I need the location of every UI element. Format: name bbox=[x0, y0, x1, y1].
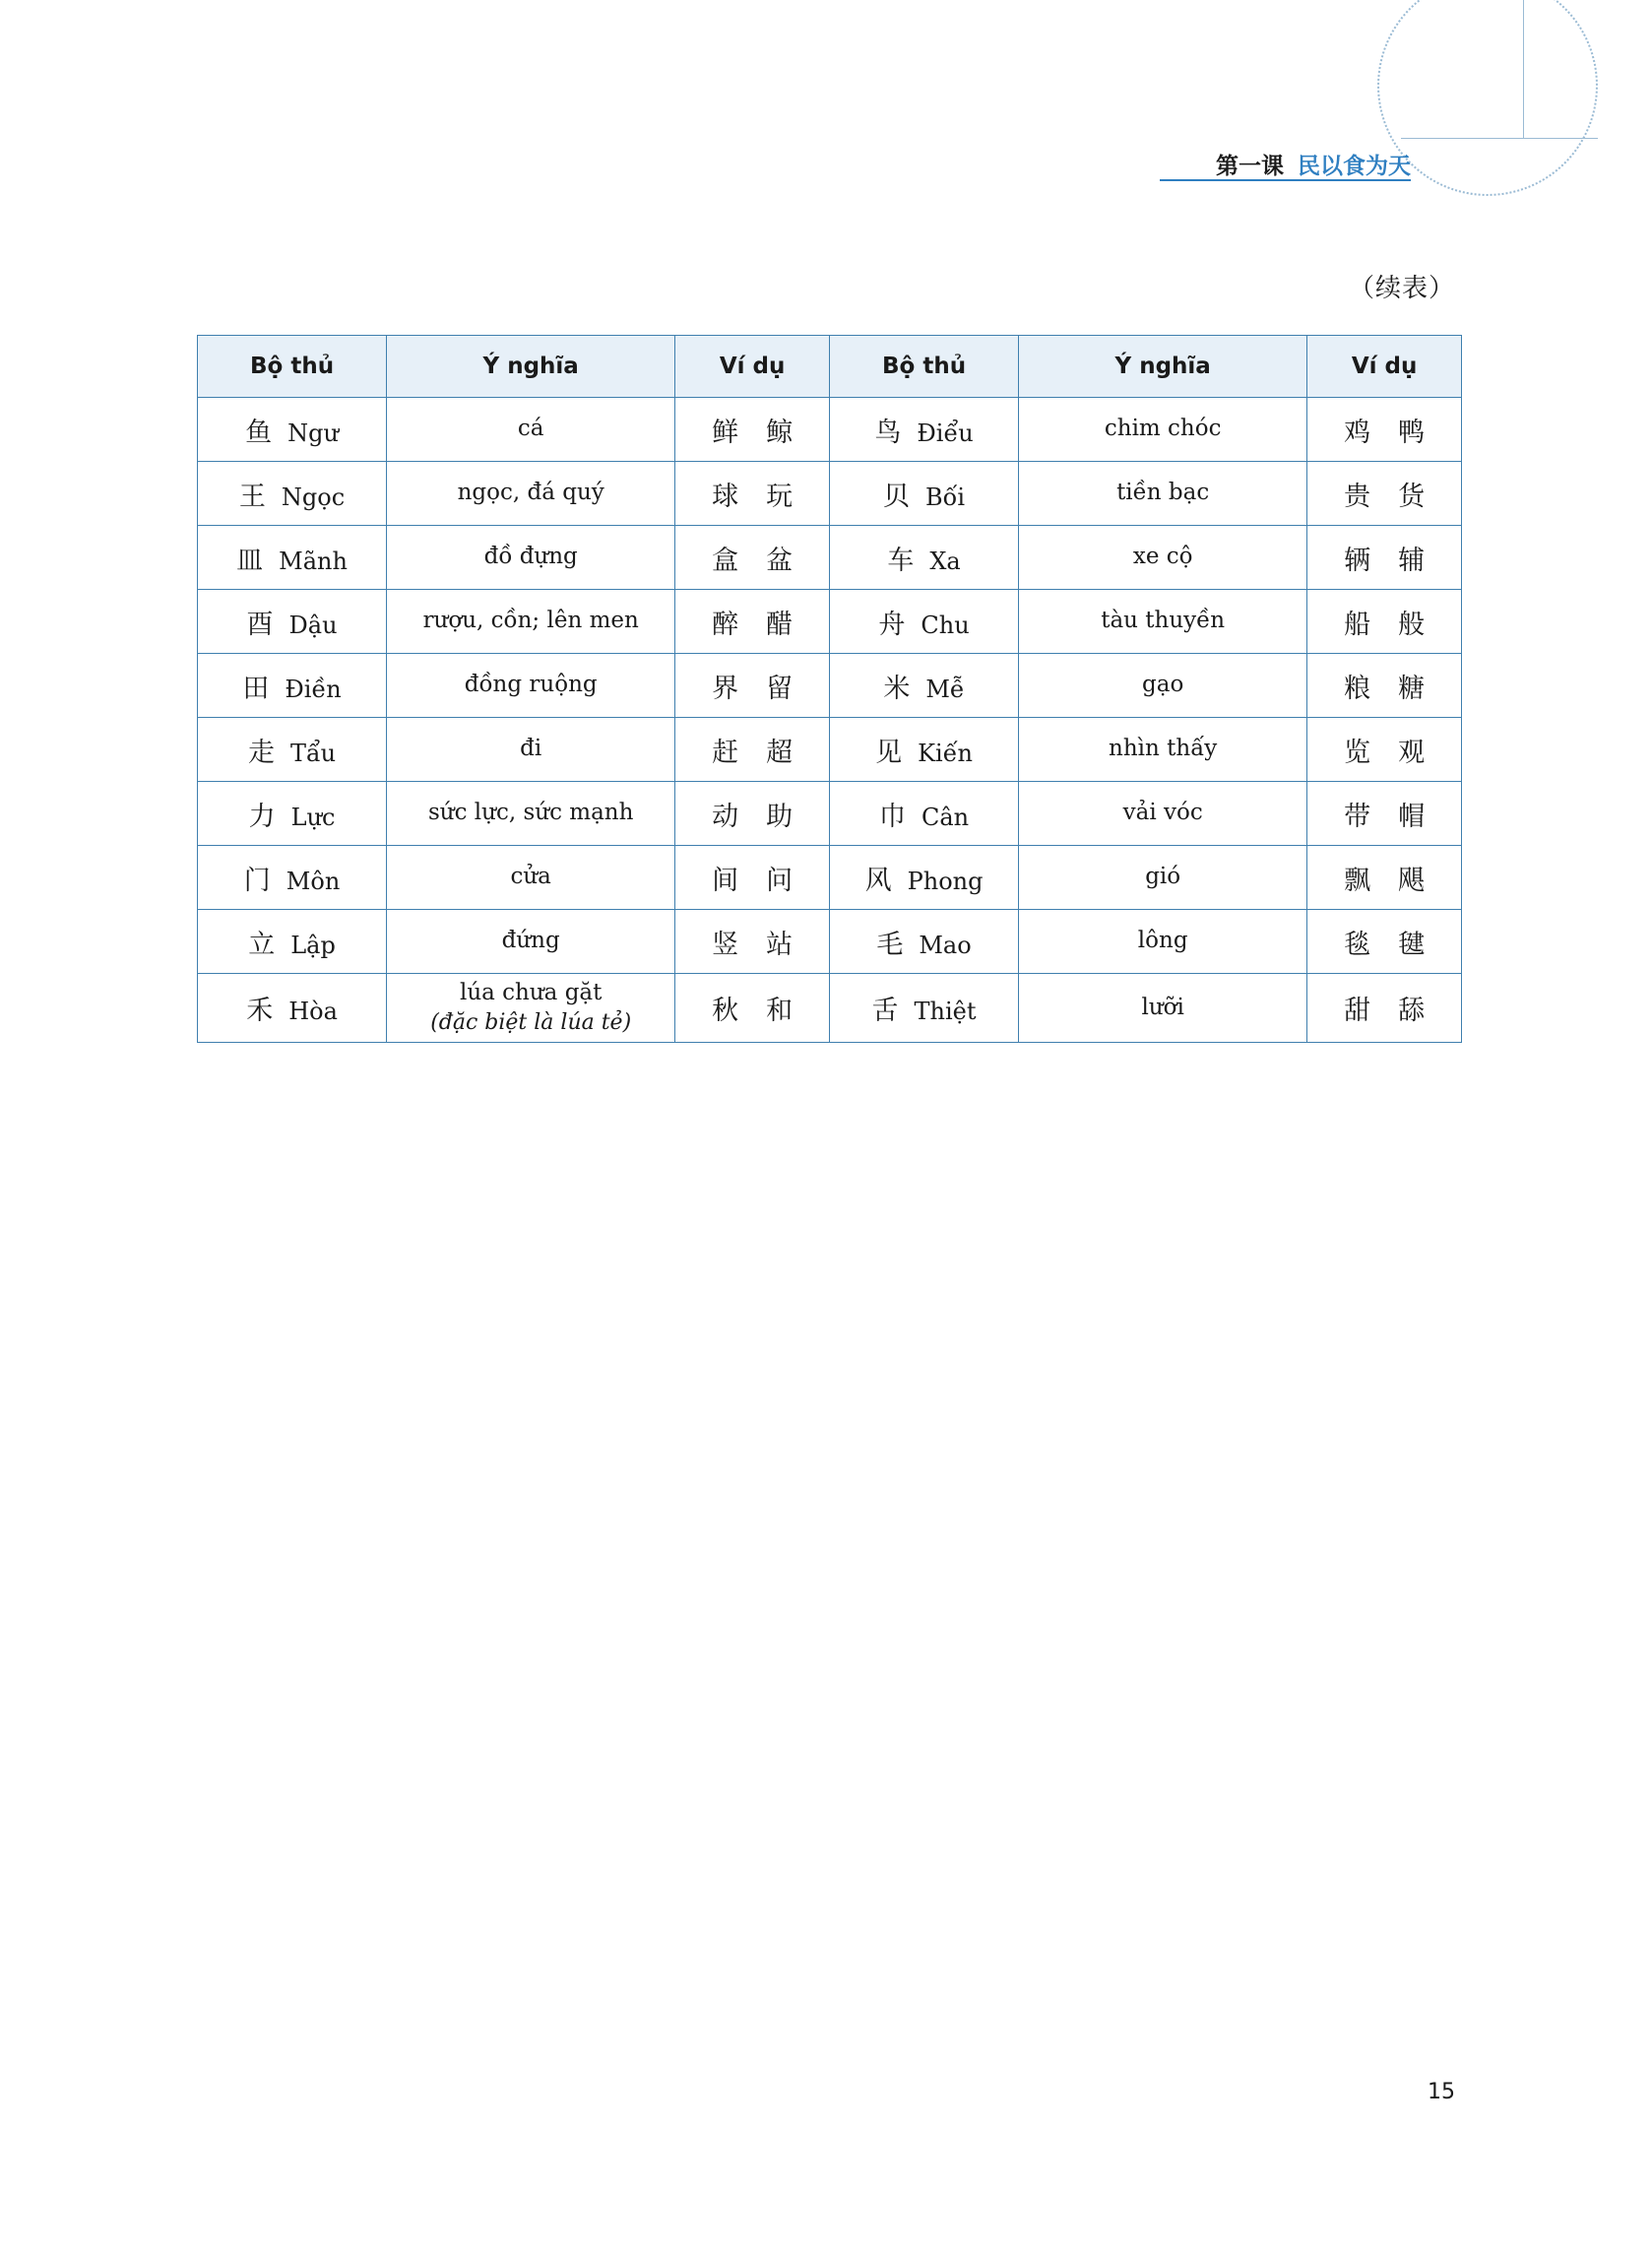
radical-cell bbox=[198, 590, 387, 654]
lesson-number: 第一课 bbox=[1216, 154, 1284, 179]
example-cell bbox=[675, 910, 830, 974]
table-row bbox=[198, 910, 1462, 974]
meaning-text: đứng bbox=[501, 928, 560, 954]
table-row bbox=[198, 398, 1462, 462]
example-character-1: 界 bbox=[712, 673, 739, 704]
meaning-cell bbox=[387, 398, 675, 462]
example-character-1: 贵 bbox=[1344, 481, 1371, 512]
example-character-2: 超 bbox=[766, 737, 794, 768]
table-row bbox=[198, 846, 1462, 910]
radicals-table-container bbox=[197, 335, 1462, 1043]
example-cell bbox=[675, 398, 830, 462]
example-character-2: 鸭 bbox=[1398, 417, 1426, 448]
radical-name: Mãnh bbox=[279, 547, 348, 575]
table-row bbox=[198, 526, 1462, 590]
example-character-1: 带 bbox=[1344, 801, 1371, 832]
radical-character: 米 bbox=[883, 673, 911, 704]
example-character-1: 竖 bbox=[712, 929, 739, 960]
example-cell bbox=[1307, 590, 1462, 654]
meaning-cell bbox=[387, 526, 675, 590]
radical-cell bbox=[829, 974, 1018, 1043]
example-character-2: 糖 bbox=[1398, 673, 1426, 704]
radical-name: Tẩu bbox=[289, 739, 337, 767]
example-character-1: 盒 bbox=[712, 545, 739, 576]
example-character-1: 甜 bbox=[1344, 995, 1371, 1026]
meaning-text: lưỡi bbox=[1141, 994, 1184, 1020]
meaning-note: (đặc biệt là lúa tẻ) bbox=[430, 1010, 632, 1036]
meaning-cell bbox=[387, 462, 675, 526]
example-cell bbox=[1307, 846, 1462, 910]
example-character-2: 站 bbox=[766, 929, 794, 960]
radical-name: Hòa bbox=[288, 997, 338, 1025]
meaning-text: tiền bạc bbox=[1116, 480, 1210, 506]
meaning-text: cá bbox=[517, 416, 544, 442]
example-character-1: 间 bbox=[712, 865, 739, 896]
meaning-text: vải vóc bbox=[1122, 800, 1203, 826]
meaning-text: đi bbox=[520, 736, 542, 762]
example-character-1: 鸡 bbox=[1344, 417, 1371, 448]
table-row bbox=[198, 590, 1462, 654]
meaning-text: đồng ruộng bbox=[464, 672, 598, 698]
meaning-cell bbox=[387, 910, 675, 974]
radical-name: Kiến bbox=[918, 739, 973, 767]
example-character-1: 辆 bbox=[1344, 545, 1371, 576]
meaning-cell bbox=[387, 846, 675, 910]
example-character-2: 鲸 bbox=[766, 417, 794, 448]
meaning-text: gió bbox=[1145, 864, 1181, 890]
example-character-1: 动 bbox=[712, 801, 739, 832]
radical-cell bbox=[829, 462, 1018, 526]
column-header-example-right: Ví dụ bbox=[1307, 336, 1462, 398]
example-character-2: 留 bbox=[766, 673, 794, 704]
radical-name: Cân bbox=[921, 803, 970, 831]
radical-character: 皿 bbox=[236, 545, 264, 576]
example-character-1: 秋 bbox=[712, 995, 739, 1026]
example-cell bbox=[1307, 974, 1462, 1043]
example-cell bbox=[675, 846, 830, 910]
radical-cell bbox=[829, 782, 1018, 846]
header-decoration bbox=[1337, 0, 1652, 246]
running-header bbox=[1216, 148, 1411, 180]
example-character-2: 助 bbox=[766, 801, 794, 832]
meaning-cell bbox=[387, 718, 675, 782]
example-character-2: 辅 bbox=[1398, 545, 1426, 576]
meaning-text: gạo bbox=[1142, 672, 1184, 698]
radical-cell bbox=[198, 846, 387, 910]
column-header-meaning-left: Ý nghĩa bbox=[387, 336, 675, 398]
example-character-1: 船 bbox=[1344, 609, 1371, 640]
example-character-1: 览 bbox=[1344, 737, 1371, 768]
radical-character: 鱼 bbox=[245, 417, 273, 448]
example-cell bbox=[1307, 654, 1462, 718]
lesson-title: 民以食为天 bbox=[1298, 154, 1411, 179]
radical-cell bbox=[829, 590, 1018, 654]
example-character-2: 醋 bbox=[766, 609, 794, 640]
example-cell bbox=[675, 590, 830, 654]
radical-character: 巾 bbox=[878, 801, 906, 832]
radical-character: 田 bbox=[242, 673, 270, 704]
example-cell bbox=[1307, 910, 1462, 974]
example-cell bbox=[1307, 782, 1462, 846]
radical-cell bbox=[829, 654, 1018, 718]
meaning-cell bbox=[387, 590, 675, 654]
radical-cell bbox=[198, 398, 387, 462]
column-header-radical-left: Bộ thủ bbox=[198, 336, 387, 398]
radical-cell bbox=[829, 718, 1018, 782]
example-cell bbox=[675, 974, 830, 1043]
meaning-cell bbox=[1019, 654, 1307, 718]
meaning-cell bbox=[1019, 398, 1307, 462]
meaning-text: tàu thuyền bbox=[1101, 608, 1226, 634]
radical-name: Thiệt bbox=[914, 997, 977, 1025]
radical-name: Dậu bbox=[288, 611, 338, 639]
meaning-cell bbox=[387, 782, 675, 846]
meaning-cell bbox=[387, 974, 675, 1043]
table-row bbox=[198, 654, 1462, 718]
radical-character: 禾 bbox=[246, 995, 274, 1026]
radical-name: Ngọc bbox=[281, 483, 346, 511]
radical-name: Xa bbox=[929, 547, 961, 575]
radical-name: Điểu bbox=[917, 419, 974, 447]
example-character-2: 般 bbox=[1398, 609, 1426, 640]
radical-character: 力 bbox=[248, 801, 276, 832]
radical-character: 舟 bbox=[878, 609, 906, 640]
meaning-cell bbox=[1019, 846, 1307, 910]
example-character-1: 粮 bbox=[1344, 673, 1371, 704]
example-character-2: 观 bbox=[1398, 737, 1426, 768]
meaning-cell bbox=[1019, 590, 1307, 654]
radical-name: Lực bbox=[290, 803, 336, 831]
page-number: 15 bbox=[1428, 2080, 1455, 2104]
radical-name: Lập bbox=[290, 931, 336, 959]
radical-character: 鸟 bbox=[874, 417, 902, 448]
radical-name: Điền bbox=[285, 675, 342, 703]
radical-cell bbox=[198, 974, 387, 1043]
example-character-1: 醉 bbox=[712, 609, 739, 640]
example-character-2: 玩 bbox=[766, 481, 794, 512]
column-header-radical-right: Bộ thủ bbox=[829, 336, 1018, 398]
example-cell bbox=[675, 718, 830, 782]
table-row bbox=[198, 718, 1462, 782]
continued-table-caption: （续表） bbox=[1348, 274, 1455, 303]
radical-cell bbox=[829, 398, 1018, 462]
radical-character: 见 bbox=[875, 737, 903, 768]
meaning-cell bbox=[1019, 910, 1307, 974]
decoration-vertical-line bbox=[1523, 0, 1524, 138]
example-character-1: 飘 bbox=[1344, 865, 1371, 896]
radical-character: 舌 bbox=[871, 995, 899, 1026]
radical-cell bbox=[198, 462, 387, 526]
example-character-1: 球 bbox=[712, 481, 739, 512]
radical-name: Mễ bbox=[925, 675, 965, 703]
radical-character: 门 bbox=[243, 865, 271, 896]
radical-character: 王 bbox=[238, 481, 266, 512]
radical-name: Chu bbox=[921, 611, 970, 639]
decoration-horizontal-line bbox=[1401, 138, 1598, 139]
meaning-text: xe cộ bbox=[1132, 544, 1193, 570]
meaning-text: cửa bbox=[510, 864, 551, 890]
example-cell bbox=[675, 654, 830, 718]
radical-cell bbox=[829, 910, 1018, 974]
radical-character: 车 bbox=[887, 545, 915, 576]
example-character-1: 鲜 bbox=[712, 417, 739, 448]
radical-character: 贝 bbox=[883, 481, 911, 512]
meaning-cell bbox=[387, 654, 675, 718]
meaning-text: đồ đựng bbox=[483, 544, 578, 570]
table-header-row bbox=[198, 336, 1462, 398]
example-character-1: 赶 bbox=[712, 737, 739, 768]
radical-character: 立 bbox=[248, 929, 276, 960]
column-header-meaning-right: Ý nghĩa bbox=[1019, 336, 1307, 398]
meaning-text: nhìn thấy bbox=[1109, 736, 1218, 762]
meaning-text: sức lực, sức mạnh bbox=[427, 800, 634, 826]
example-character-2: 舔 bbox=[1398, 995, 1426, 1026]
meaning-cell bbox=[1019, 974, 1307, 1043]
example-cell bbox=[1307, 398, 1462, 462]
example-cell bbox=[675, 462, 830, 526]
example-cell bbox=[1307, 526, 1462, 590]
meaning-text: chim chóc bbox=[1104, 416, 1222, 442]
example-character-2: 毽 bbox=[1398, 929, 1426, 960]
column-header-example-left: Ví dụ bbox=[675, 336, 830, 398]
radical-cell bbox=[198, 654, 387, 718]
radical-character: 风 bbox=[864, 865, 892, 896]
meaning-cell bbox=[1019, 782, 1307, 846]
radical-name: Môn bbox=[286, 867, 341, 895]
table-row bbox=[198, 782, 1462, 846]
example-character-2: 飓 bbox=[1398, 865, 1426, 896]
example-cell bbox=[675, 526, 830, 590]
example-character-2: 问 bbox=[766, 865, 794, 896]
radical-cell bbox=[198, 718, 387, 782]
radical-cell bbox=[829, 846, 1018, 910]
radical-cell bbox=[198, 910, 387, 974]
radical-name: Phong bbox=[907, 867, 984, 895]
example-cell bbox=[1307, 718, 1462, 782]
radical-cell bbox=[829, 526, 1018, 590]
radical-name: Mao bbox=[919, 931, 972, 959]
radical-character: 酉 bbox=[246, 609, 274, 640]
meaning-text: lông bbox=[1137, 928, 1188, 954]
radical-name: Bối bbox=[925, 483, 966, 511]
radical-character: 走 bbox=[247, 737, 275, 768]
table-row bbox=[198, 462, 1462, 526]
example-character-2: 盆 bbox=[766, 545, 794, 576]
radical-cell bbox=[198, 782, 387, 846]
meaning-text: ngọc, đá quý bbox=[457, 480, 604, 506]
example-character-2: 和 bbox=[766, 995, 794, 1026]
radical-name: Ngư bbox=[287, 419, 339, 447]
radical-character: 毛 bbox=[876, 929, 904, 960]
meaning-cell bbox=[1019, 462, 1307, 526]
meaning-text: rượu, cồn; lên men bbox=[422, 608, 639, 634]
meaning-cell bbox=[1019, 526, 1307, 590]
example-character-1: 毯 bbox=[1344, 929, 1371, 960]
example-character-2: 货 bbox=[1398, 481, 1426, 512]
table-row bbox=[198, 974, 1462, 1043]
example-cell bbox=[1307, 462, 1462, 526]
meaning-cell bbox=[1019, 718, 1307, 782]
radical-cell bbox=[198, 526, 387, 590]
radicals-table bbox=[197, 335, 1462, 1043]
example-cell bbox=[675, 782, 830, 846]
example-character-2: 帽 bbox=[1398, 801, 1426, 832]
header-rule bbox=[1160, 179, 1411, 181]
meaning-text: lúa chưa gặt bbox=[459, 980, 603, 1005]
